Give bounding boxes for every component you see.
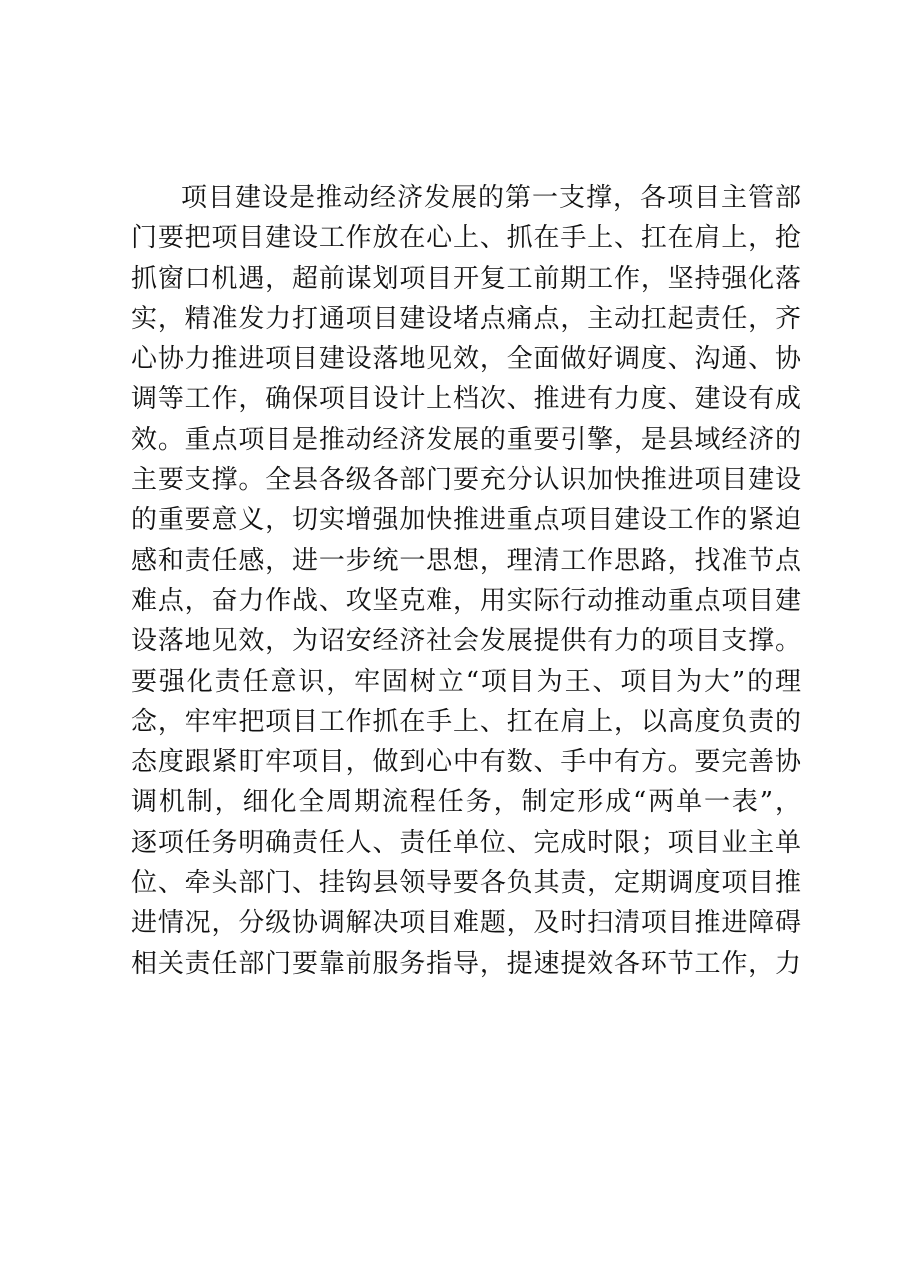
text-line: 进情况，分级协调解决项目难题，及时扫清项目推进障碍 — [131, 908, 801, 939]
text-line: 感和责任感，进一步统一思想，理清工作思路，找准节点 — [131, 545, 801, 576]
body-paragraph — [131, 178, 801, 984]
text-line: 的重要意义，切实增强加快推进重点项目建设工作的紧迫 — [131, 505, 801, 536]
text-line: 态度跟紧盯牢项目，做到心中有数、手中有方。要完善协 — [131, 747, 801, 778]
text-line: 项目建设是推动经济发展的第一支撑，各项目主管部 — [181, 183, 801, 213]
text-line: 调机制，细化全周期流程任务，制定形成“两单一表”， — [131, 787, 801, 818]
text-line: 设落地见效，为诏安经济社会发展提供有力的项目支撑。 — [131, 626, 801, 657]
text-line: 逐项任务明确责任人、责任单位、完成时限；项目业主单 — [131, 827, 801, 858]
text-line: 要强化责任意识，牢固树立“项目为王、项目为大”的理 — [131, 666, 801, 697]
text-line: 抓窗口机遇，超前谋划项目开复工前期工作，坚持强化落 — [131, 263, 801, 294]
text-line: 心协力推进项目建设落地见效，全面做好调度、沟通、协 — [131, 344, 801, 375]
text-line: 主要支撑。全县各级各部门要充分认识加快推进项目建设 — [131, 465, 801, 496]
text-line: 实，精准发力打通项目建设堵点痛点，主动扛起责任，齐 — [131, 303, 801, 334]
text-line: 效。重点项目是推动经济发展的重要引擎，是县域经济的 — [131, 424, 801, 455]
text-line: 相关责任部门要靠前服务指导，提速提效各环节工作，力 — [131, 948, 801, 979]
text-line: 位、牵头部门、挂钩县领导要各负其责，定期调度项目推 — [131, 868, 801, 899]
text-line: 念，牢牢把项目工作抓在手上、扛在肩上，以高度负责的 — [131, 706, 801, 737]
text-line: 门要把项目建设工作放在心上、抓在手上、扛在肩上，抢 — [131, 223, 801, 254]
text-line: 难点，奋力作战、攻坚克难，用实际行动推动重点项目建 — [131, 585, 801, 616]
text-line: 调等工作，确保项目设计上档次、推进有力度、建设有成 — [131, 384, 801, 415]
